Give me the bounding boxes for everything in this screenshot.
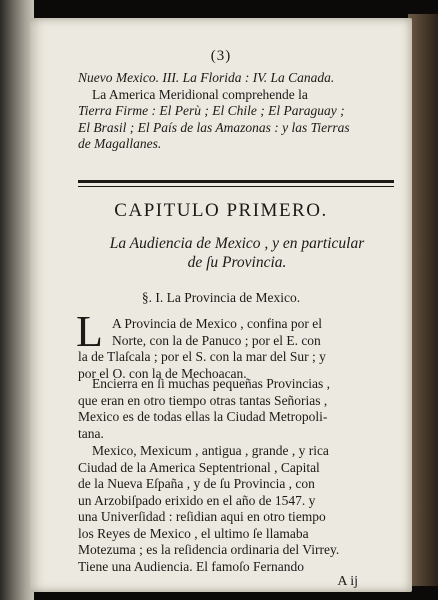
paragraph-line: Tiene una Audiencia. El famoſo Fernando: [78, 558, 304, 574]
section-heading: §. I. La Provincia de Mexico.: [141, 290, 301, 305]
top-line: El Brasil ; El País de las Amazonas : y las Tierras: [78, 119, 350, 135]
header-rule-thick: [78, 180, 394, 183]
paragraph-line: Ciudad de la America Septentrional , Capital: [78, 459, 320, 475]
paragraph-line: Norte, con la de Panuco ; por el E. con: [112, 332, 321, 348]
paragraph-line: Mexico es de todas ellas la Ciudad Metropoli-: [78, 409, 328, 424]
chapter-subtitle: [82, 234, 392, 272]
book-page: [30, 18, 412, 592]
paragraph-line: Motezuma ; es la reſidencia ordinaria del Virrey.: [78, 542, 340, 557]
paragraph-line: un Arzobiſpado erixido en el año de 1547. y: [78, 492, 316, 508]
paragraph-line: una Univerſidad : reſidian aqui en otro tiempo: [78, 509, 326, 524]
paragraph-line: por el O. con la de Mechoacan.: [78, 365, 247, 381]
top-line: Tierra Firme : El Perù ; El Chile ; El Paraguay ;: [78, 103, 345, 118]
top-line: Nuevo Mexico. III. La Florida : IV. La Canada.: [78, 70, 335, 85]
subtitle-line: La Audiencia de Mexico , y en particular: [109, 235, 365, 252]
paragraph-1-first-lines: [112, 316, 398, 349]
top-line: de Magallanes.: [78, 136, 162, 151]
paragraph-line: que eran en otro tiempo otras tantas Señorias ,: [78, 392, 328, 408]
paragraph-line: tana.: [78, 425, 104, 441]
top-paragraph: [78, 70, 398, 153]
paragraph-line: los Reyes de Mexico , el ultimo ſe llamaba: [78, 525, 309, 541]
paragraph-line: Mexico, Mexicum , antigua , grande , y rica: [92, 443, 329, 458]
paragraph-line: A Provincia de Mexico , confina por el: [112, 316, 322, 331]
paragraph-line: Encierra en ſi muchas pequeñas Provincias ,: [92, 376, 331, 391]
page-number: (3): [210, 48, 232, 64]
top-line: La America Meridional comprehende la: [92, 86, 308, 102]
header-rule-thin: [78, 186, 394, 187]
book-left-edge: [0, 0, 34, 600]
subtitle-line: de ſu Provincia.: [187, 254, 287, 271]
book-right-edge: [408, 14, 438, 586]
chapter-title: CAPITULO PRIMERO.: [114, 200, 328, 221]
paragraph-2: [78, 376, 398, 442]
paragraph-line: la de Tlaſcala ; por el S. con la mar del Sur ; y: [78, 349, 326, 364]
paragraph-line: de la Nueva Eſpaña , y de ſu Provincia , con: [78, 476, 315, 491]
signature-mark: A ij: [337, 574, 358, 589]
drop-cap: L: [76, 307, 103, 356]
paragraph-3: [78, 443, 398, 575]
